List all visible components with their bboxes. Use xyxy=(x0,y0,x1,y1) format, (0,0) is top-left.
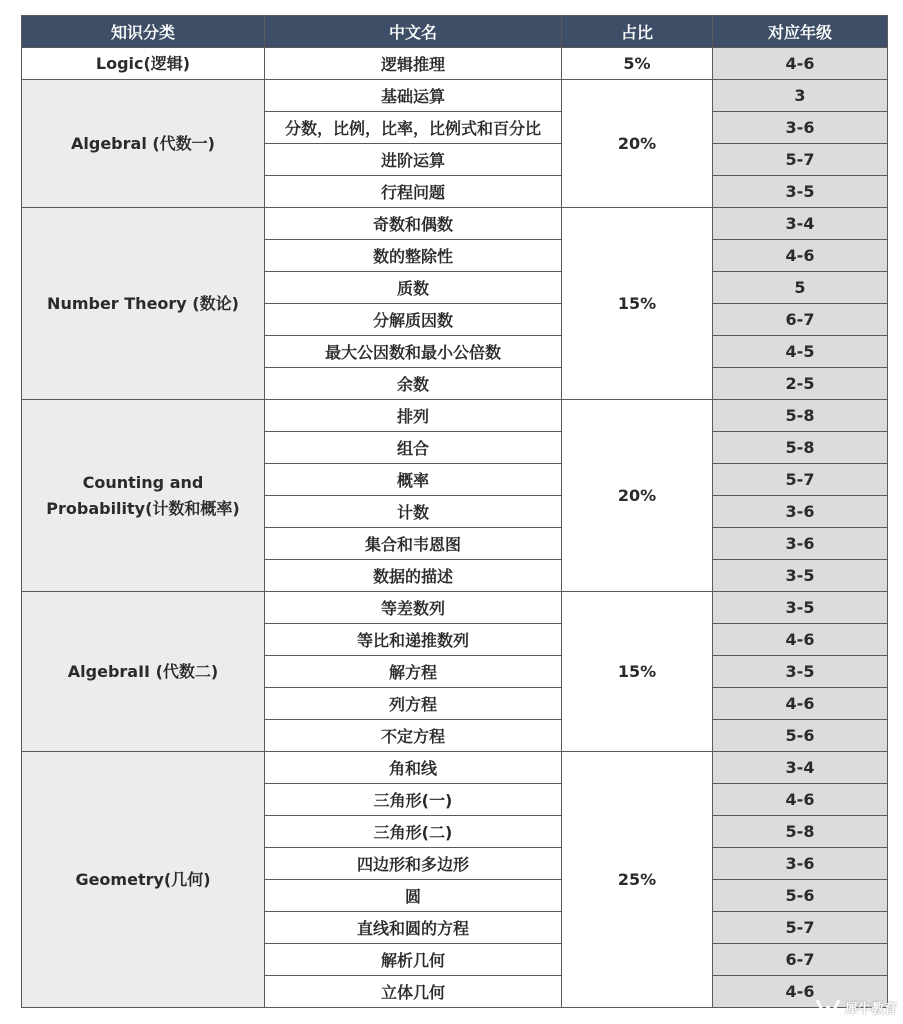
grade-cell: 5-7 xyxy=(713,144,888,176)
topic-cell: 等差数列 xyxy=(265,592,562,624)
ratio-cell: 25% xyxy=(562,752,713,1008)
grade-cell: 3-6 xyxy=(713,528,888,560)
topic-cell: 集合和韦恩图 xyxy=(265,528,562,560)
grade-cell: 3-5 xyxy=(713,656,888,688)
topic-cell: 四边形和多边形 xyxy=(265,848,562,880)
topic-cell: 列方程 xyxy=(265,688,562,720)
grade-cell: 5-6 xyxy=(713,880,888,912)
category-label: Number Theory (数论) xyxy=(47,293,239,313)
grade-cell: 3-4 xyxy=(713,208,888,240)
category-label: Algebral (代数一) xyxy=(71,133,215,153)
grade-cell: 3-5 xyxy=(713,176,888,208)
category-cell xyxy=(22,752,265,1008)
grade-cell: 6-7 xyxy=(713,944,888,976)
topic-cell: 逻辑推理 xyxy=(265,48,562,80)
topic-cell: 概率 xyxy=(265,464,562,496)
table-row xyxy=(22,400,888,432)
topic-cell: 进阶运算 xyxy=(265,144,562,176)
grade-cell: 4-6 xyxy=(713,784,888,816)
topic-cell: 解析几何 xyxy=(265,944,562,976)
topic-cell: 行程问题 xyxy=(265,176,562,208)
topic-cell: 立体几何 xyxy=(265,976,562,1008)
table-row xyxy=(22,80,888,112)
grade-cell: 3-4 xyxy=(713,752,888,784)
topic-cell: 分数，比例，比率，比例式和百分比 xyxy=(265,112,562,144)
watermark xyxy=(815,996,897,1018)
topic-cell: 分解质因数 xyxy=(265,304,562,336)
table-header-row xyxy=(22,16,888,48)
topic-cell: 解方程 xyxy=(265,656,562,688)
grade-cell: 5-8 xyxy=(713,400,888,432)
topic-cell: 质数 xyxy=(265,272,562,304)
topic-cell: 三角形(一) xyxy=(265,784,562,816)
grade-cell: 5-8 xyxy=(713,816,888,848)
rhino-logo-icon xyxy=(815,996,841,1018)
topic-cell: 角和线 xyxy=(265,752,562,784)
header-ratio: 占比 xyxy=(562,16,713,48)
ratio-cell: 20% xyxy=(562,80,713,208)
grade-cell: 6-7 xyxy=(713,304,888,336)
grade-cell: 4-5 xyxy=(713,336,888,368)
grade-cell: 3-5 xyxy=(713,560,888,592)
topic-cell: 奇数和偶数 xyxy=(265,208,562,240)
category-cell xyxy=(22,80,265,208)
watermark-text: 犀牛教育 xyxy=(844,1001,897,1017)
ratio-cell: 15% xyxy=(562,592,713,752)
header-chinese-name: 中文名 xyxy=(265,16,562,48)
topic-cell: 排列 xyxy=(265,400,562,432)
table-row xyxy=(22,48,888,80)
category-cell xyxy=(22,592,265,752)
grade-cell: 5 xyxy=(713,272,888,304)
topic-cell: 直线和圆的方程 xyxy=(265,912,562,944)
topic-cell: 余数 xyxy=(265,368,562,400)
topic-cell: 三角形(二) xyxy=(265,816,562,848)
topic-cell: 不定方程 xyxy=(265,720,562,752)
topic-cell: 最大公因数和最小公倍数 xyxy=(265,336,562,368)
category-label: Counting and Probability(计数和概率) xyxy=(46,472,240,518)
topic-cell: 计数 xyxy=(265,496,562,528)
grade-cell: 4-6 xyxy=(713,624,888,656)
topic-cell: 数据的描述 xyxy=(265,560,562,592)
grade-cell: 4-6 xyxy=(713,976,888,1008)
category-label: Geometry(几何) xyxy=(75,869,211,889)
topic-cell: 组合 xyxy=(265,432,562,464)
grade-cell: 4-6 xyxy=(713,48,888,80)
grade-cell: 3-6 xyxy=(713,848,888,880)
grade-cell: 4-6 xyxy=(713,240,888,272)
grade-cell: 5-6 xyxy=(713,720,888,752)
category-cell xyxy=(22,48,265,80)
ratio-cell: 5% xyxy=(562,48,713,80)
topic-cell: 等比和递推数列 xyxy=(265,624,562,656)
topic-cell: 数的整除性 xyxy=(265,240,562,272)
table-row xyxy=(22,592,888,624)
grade-cell: 4-6 xyxy=(713,688,888,720)
grade-cell: 3 xyxy=(713,80,888,112)
category-cell xyxy=(22,208,265,400)
table-row xyxy=(22,208,888,240)
topic-cell: 基础运算 xyxy=(265,80,562,112)
grade-cell: 5-7 xyxy=(713,464,888,496)
ratio-cell: 15% xyxy=(562,208,713,400)
ratio-cell: 20% xyxy=(562,400,713,592)
category-label: AlgebraII (代数二) xyxy=(67,661,219,681)
category-cell xyxy=(22,400,265,592)
grade-cell: 3-5 xyxy=(713,592,888,624)
topic-cell: 圆 xyxy=(265,880,562,912)
grade-cell: 5-7 xyxy=(713,912,888,944)
grade-cell: 5-8 xyxy=(713,432,888,464)
curriculum-table xyxy=(21,15,888,1008)
category-label: Logic(逻辑) xyxy=(95,53,191,73)
table-body xyxy=(22,48,888,1008)
grade-cell: 3-6 xyxy=(713,112,888,144)
header-grade: 对应年级 xyxy=(713,16,888,48)
grade-cell: 2-5 xyxy=(713,368,888,400)
grade-cell: 3-6 xyxy=(713,496,888,528)
header-category: 知识分类 xyxy=(22,16,265,48)
table-row xyxy=(22,752,888,784)
